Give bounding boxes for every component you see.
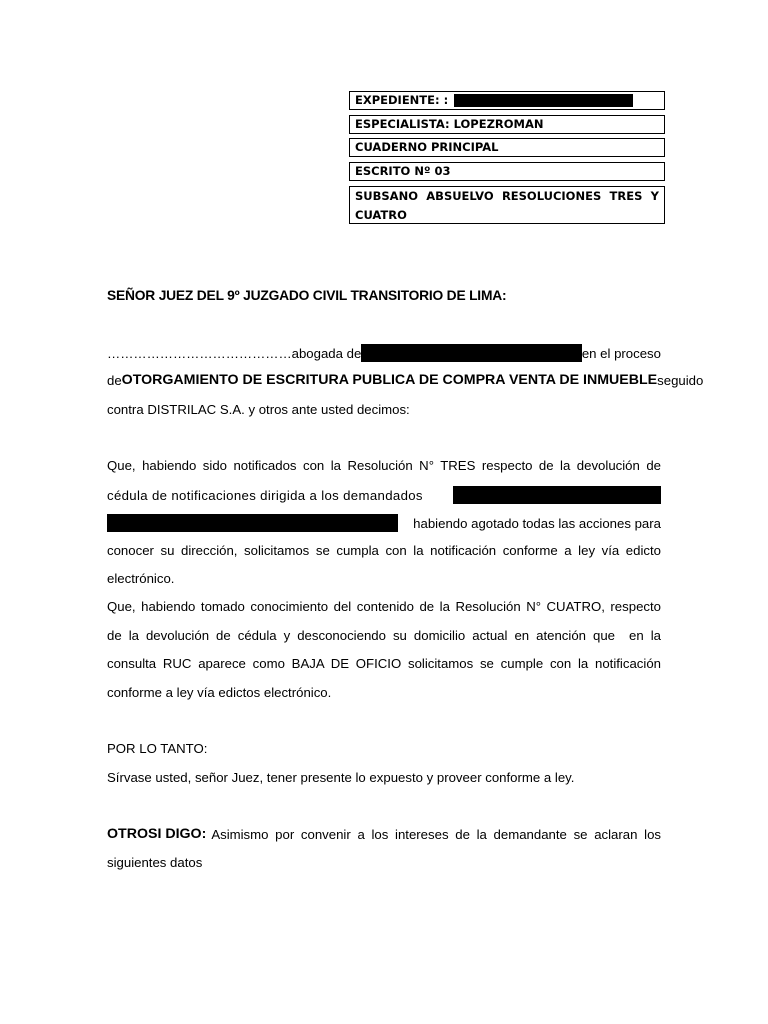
p2-line-1: Que, habiendo tomado conocimiento del contenido de la Resolución N° CUATRO, respecto — [107, 599, 661, 614]
intro-l1b: en el proceso — [581, 345, 661, 361]
por-lo-tanto-label: POR LO TANTO: — [107, 741, 208, 756]
otrosi-l1: Asimismo por convenir a los intereses de la demandante se aclaran los — [211, 826, 661, 842]
p1-line-4: conocer su dirección, solicitamos se cumpla con la notificación conforme a ley vía edicto — [107, 543, 661, 558]
cuaderno-row: CUADERNO PRINCIPAL — [349, 138, 665, 157]
redacted-client-name — [361, 344, 582, 362]
otrosi-line-1 — [107, 826, 661, 842]
process-subject: OTORGAMIENTO DE ESCRITURA PUBLICA DE COMPRA VENTA DE INMUEBLE — [121, 372, 658, 388]
redacted-defendants-1 — [453, 486, 661, 504]
redacted-defendants-2 — [107, 514, 398, 532]
otrosi-label: OTROSI DIGO: — [107, 826, 207, 842]
p2-line-4: conforme a ley vía edictos electrónico. — [107, 685, 332, 700]
intro-l2a: de — [107, 372, 122, 388]
intro-l2c: seguido — [657, 372, 704, 388]
sumilla-row: SUBSANO ABSUELVO RESOLUCIONES TRES Y CUATRO — [349, 186, 665, 224]
p1-line-1: Que, habiendo sido notificados con la Resolución N° TRES respecto de la devolución de — [107, 458, 661, 473]
p1-line-5: electrónico. — [107, 571, 175, 586]
p1-line-2 — [107, 486, 661, 504]
expediente-row — [349, 91, 665, 110]
intro-line-1 — [107, 344, 661, 362]
escrito-row: ESCRITO Nº 03 — [349, 162, 665, 181]
otrosi-line-2: siguientes datos — [107, 855, 203, 870]
p1-l2-text: cédula de notificaciones dirigida a los demandados — [107, 487, 423, 503]
por-lo-tanto-text: Sírvase usted, señor Juez, tener presente lo expuesto y proveer conforme a ley. — [107, 770, 575, 785]
intro-line-2 — [107, 372, 704, 388]
p1-l3-text: habiendo agotado todas las acciones para — [413, 515, 661, 531]
intro-l1a: ……………………………………abogada de — [107, 345, 362, 361]
expediente-label: EXPEDIENTE: : — [355, 93, 449, 107]
intro-line-3: contra DISTRILAC S.A. y otros ante usted decimos: — [107, 402, 410, 417]
especialista-row: ESPECIALISTA: LOPEZROMAN — [349, 115, 665, 134]
p2-line-3: consulta RUC aparece como BAJA DE OFICIO solicitamos se cumple con la notificación — [107, 656, 661, 671]
redacted-expediente — [454, 94, 633, 107]
document-title: SEÑOR JUEZ DEL 9º JUZGADO CIVIL TRANSITORIO DE LIMA: — [107, 288, 507, 303]
p2-line-2: de la devolución de cédula y desconociendo su domicilio actual en atención que en la — [107, 628, 661, 643]
p1-line-3 — [107, 514, 661, 532]
